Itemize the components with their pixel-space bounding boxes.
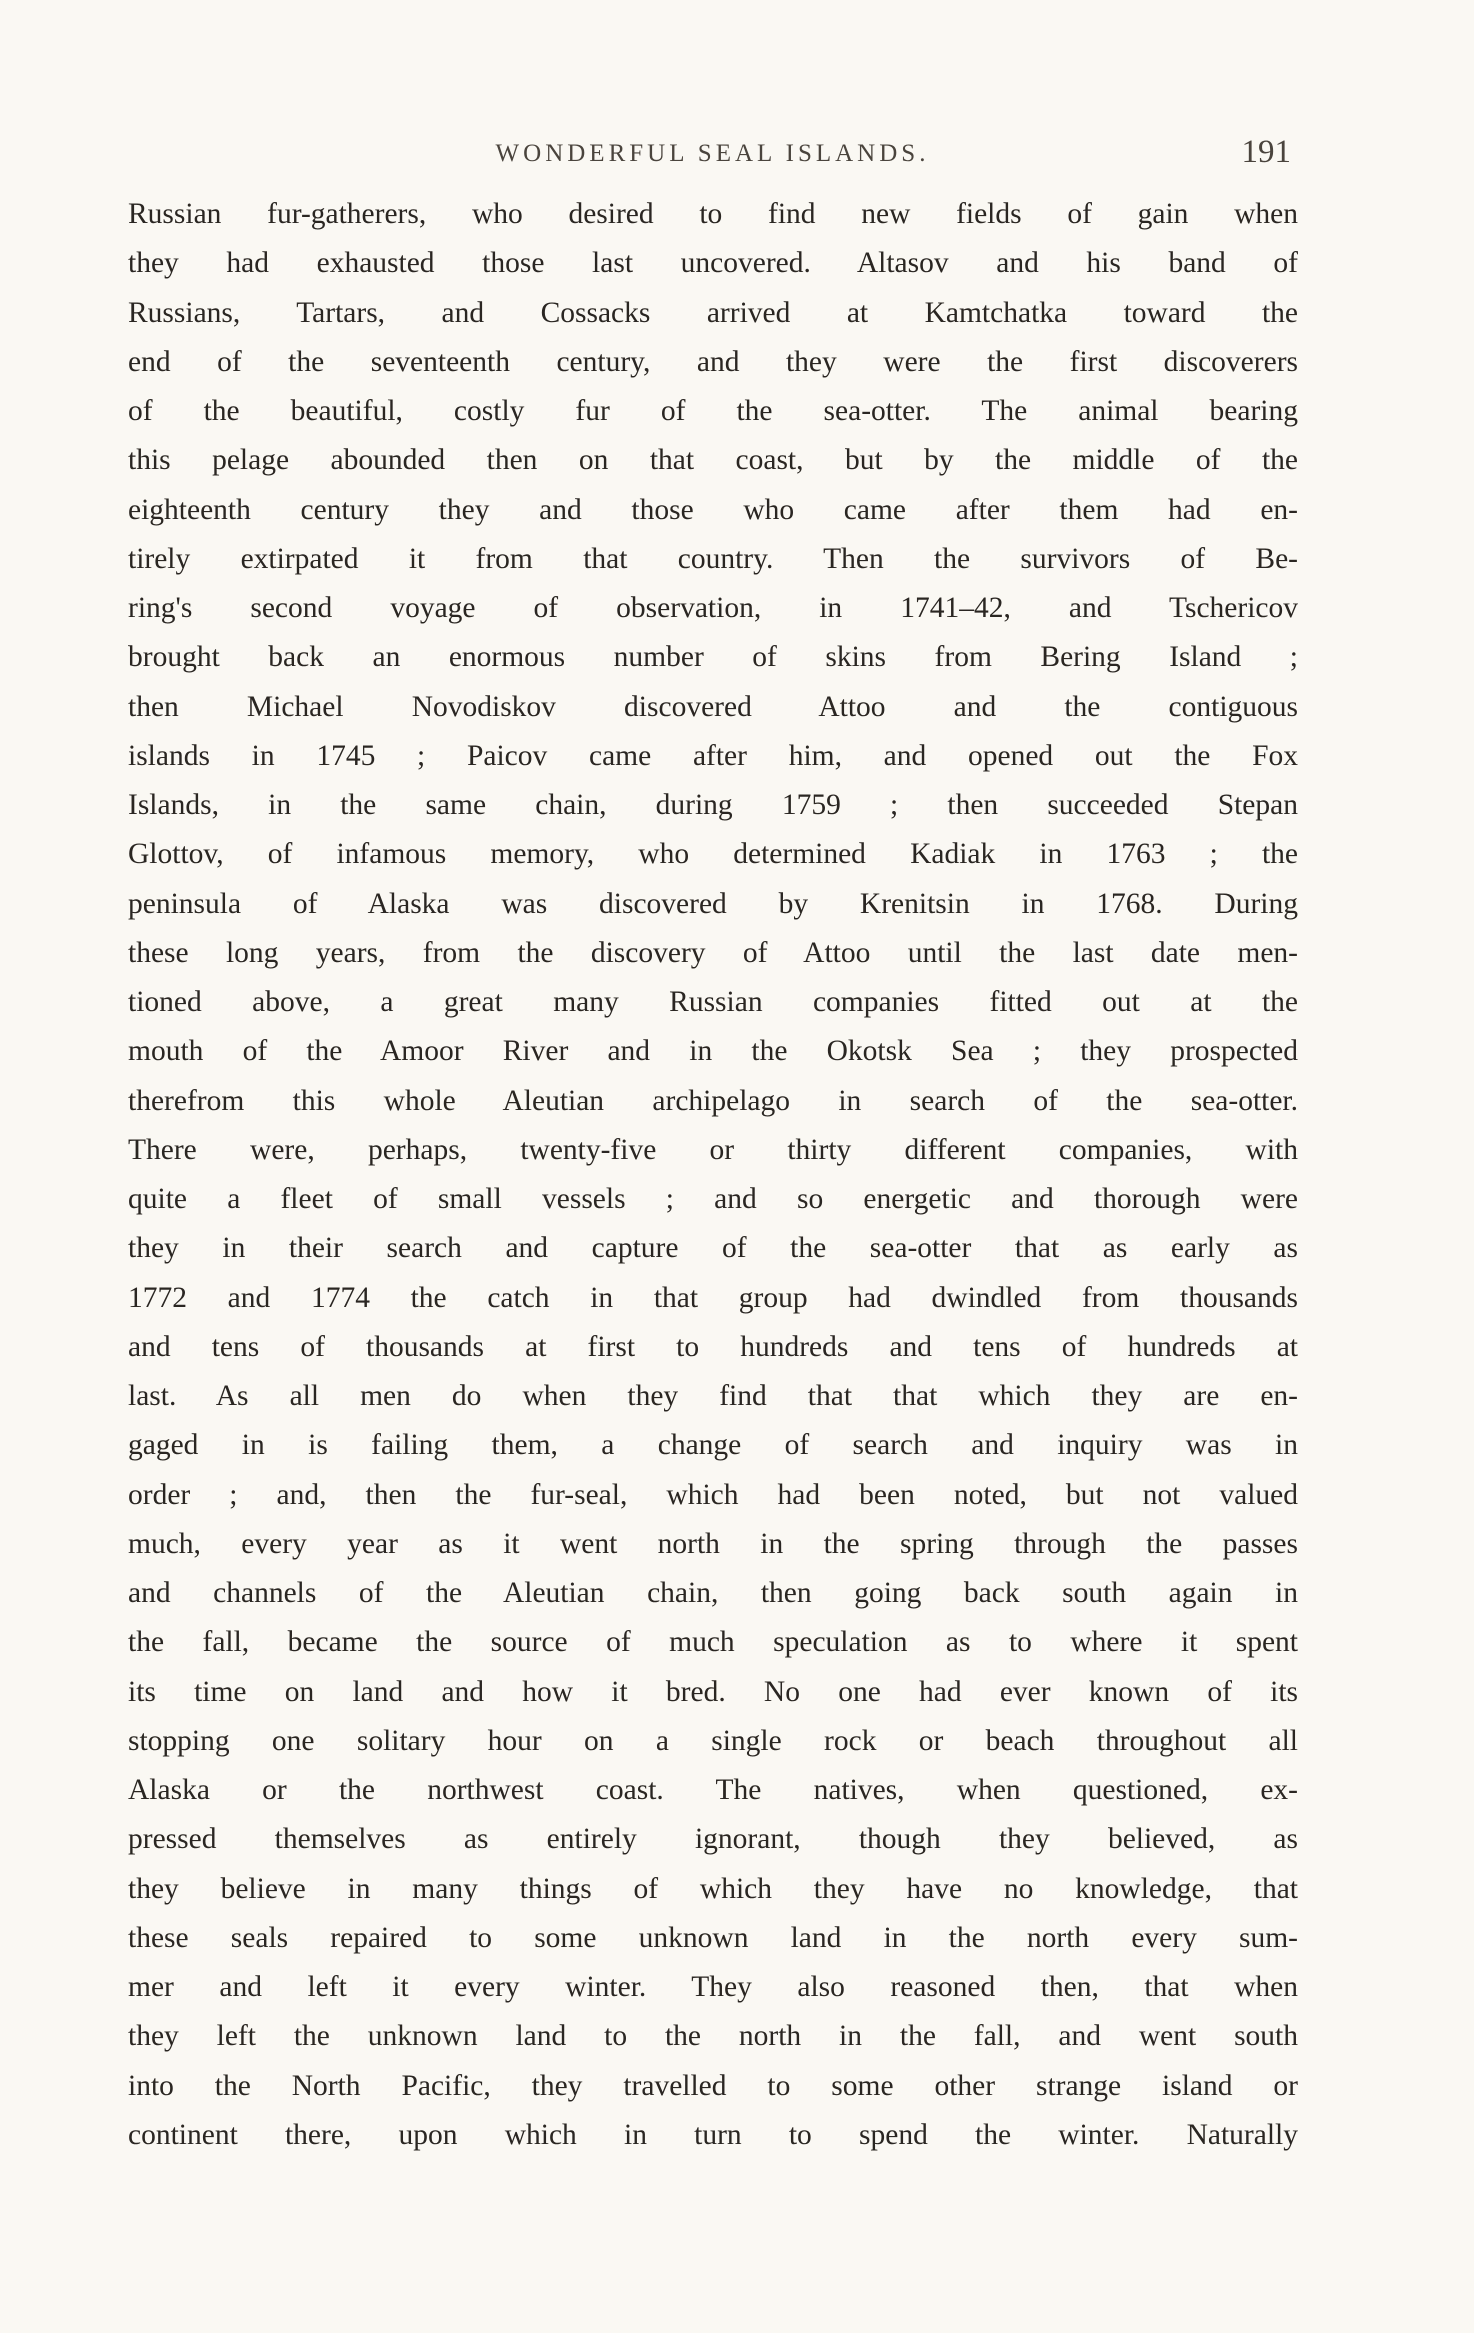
text-line: these long years, from the discovery of Attoo until the last date men- — [128, 936, 1298, 969]
text-line: the fall, became the source of much speculation as to where it spent — [128, 1626, 1298, 1659]
running-title: WONDERFUL SEAL ISLANDS. — [495, 140, 930, 167]
text-line: this pelage abounded then on that coast, but by the middle of the — [128, 444, 1298, 477]
text-line: they believe in many things of which they have no knowledge, that — [128, 1872, 1298, 1905]
text-line: and tens of thousands at first to hundreds and tens of hundreds at — [128, 1330, 1298, 1363]
text-line: ring's second voyage of observation, in 1741–42, and Tschericov — [128, 592, 1298, 624]
text-line: tioned above, a great many Russian companies fitted out at the — [128, 986, 1298, 1018]
text-line: gaged in is failing them, a change of search and inquiry was in — [128, 1429, 1298, 1462]
text-line: they left the unknown land to the north in the fall, and went south — [128, 2020, 1298, 2053]
text-line: islands in 1745 ; Paicov came after him, and opened out the Fox — [128, 739, 1298, 772]
text-line: and channels of the Aleutian chain, then going back south again in — [128, 1577, 1298, 1609]
page-number: 191 — [1241, 134, 1291, 170]
text-line: pressed themselves as entirely ignorant, though they believed, as — [128, 1823, 1298, 1856]
text-line: therefrom this whole Aleutian archipelago in search of the sea-otter. — [128, 1084, 1298, 1117]
text-line: Islands, in the same chain, during 1759 ; then succeeded Stepan — [128, 789, 1298, 821]
text-line: of the beautiful, costly fur of the sea-otter. The animal bearing — [128, 395, 1298, 427]
text-line: then Michael Novodiskov discovered Attoo and the contiguous — [128, 690, 1298, 723]
text-line: these seals repaired to some unknown land in the north every sum- — [128, 1921, 1298, 1954]
text-line: There were, perhaps, twenty-five or thirty different companies, with — [128, 1133, 1298, 1166]
text-line: into the North Pacific, they travelled to some other strange island or — [128, 2069, 1298, 2102]
text-line: tirely extirpated it from that country. Then the survivors of Be- — [128, 542, 1298, 575]
text-line: Russians, Tartars, and Cossacks arrived at Kamtchatka toward the — [128, 296, 1298, 329]
text-line: order ; and, then the fur-seal, which had been noted, but not valued — [128, 1478, 1298, 1511]
text-line: Russian fur-gatherers, who desired to find new fields of gain when — [128, 198, 1298, 230]
text-line: brought back an enormous number of skins from Bering Island ; — [128, 641, 1298, 674]
text-line: mouth of the Amoor River and in the Okotsk Sea ; they prospected — [128, 1035, 1298, 1068]
text-line: mer and left it every winter. They also reasoned then, that when — [128, 1971, 1298, 2003]
running-head — [130, 132, 1295, 176]
text-line: Glottov, of infamous memory, who determined Kadiak in 1763 ; the — [128, 838, 1298, 871]
text-line: stopping one solitary hour on a single rock or beach throughout all — [128, 1724, 1298, 1757]
text-line: they had exhausted those last uncovered. Altasov and his band of — [128, 247, 1298, 280]
text-line: peninsula of Alaska was discovered by Krenitsin in 1768. During — [128, 887, 1298, 920]
text-line: much, every year as it went north in the spring through the passes — [128, 1527, 1298, 1560]
text-line: eighteenth century they and those who came after them had en- — [128, 493, 1298, 526]
text-line: quite a fleet of small vessels ; and so energetic and thorough were — [128, 1183, 1298, 1215]
text-line: Alaska or the northwest coast. The natives, when questioned, ex- — [128, 1774, 1298, 1806]
text-line: last. As all men do when they find that that which they are en- — [128, 1380, 1298, 1412]
body-text — [128, 190, 1298, 2160]
text-line: continent there, upon which in turn to spend the winter. Naturally — [128, 2118, 1298, 2151]
text-line: its time on land and how it bred. No one had ever known of its — [128, 1675, 1298, 1708]
text-line: 1772 and 1774 the catch in that group had dwindled from thousands — [128, 1281, 1298, 1314]
text-line: they in their search and capture of the sea-otter that as early as — [128, 1232, 1298, 1265]
text-line: end of the seventeenth century, and they were the first discoverers — [128, 345, 1298, 378]
